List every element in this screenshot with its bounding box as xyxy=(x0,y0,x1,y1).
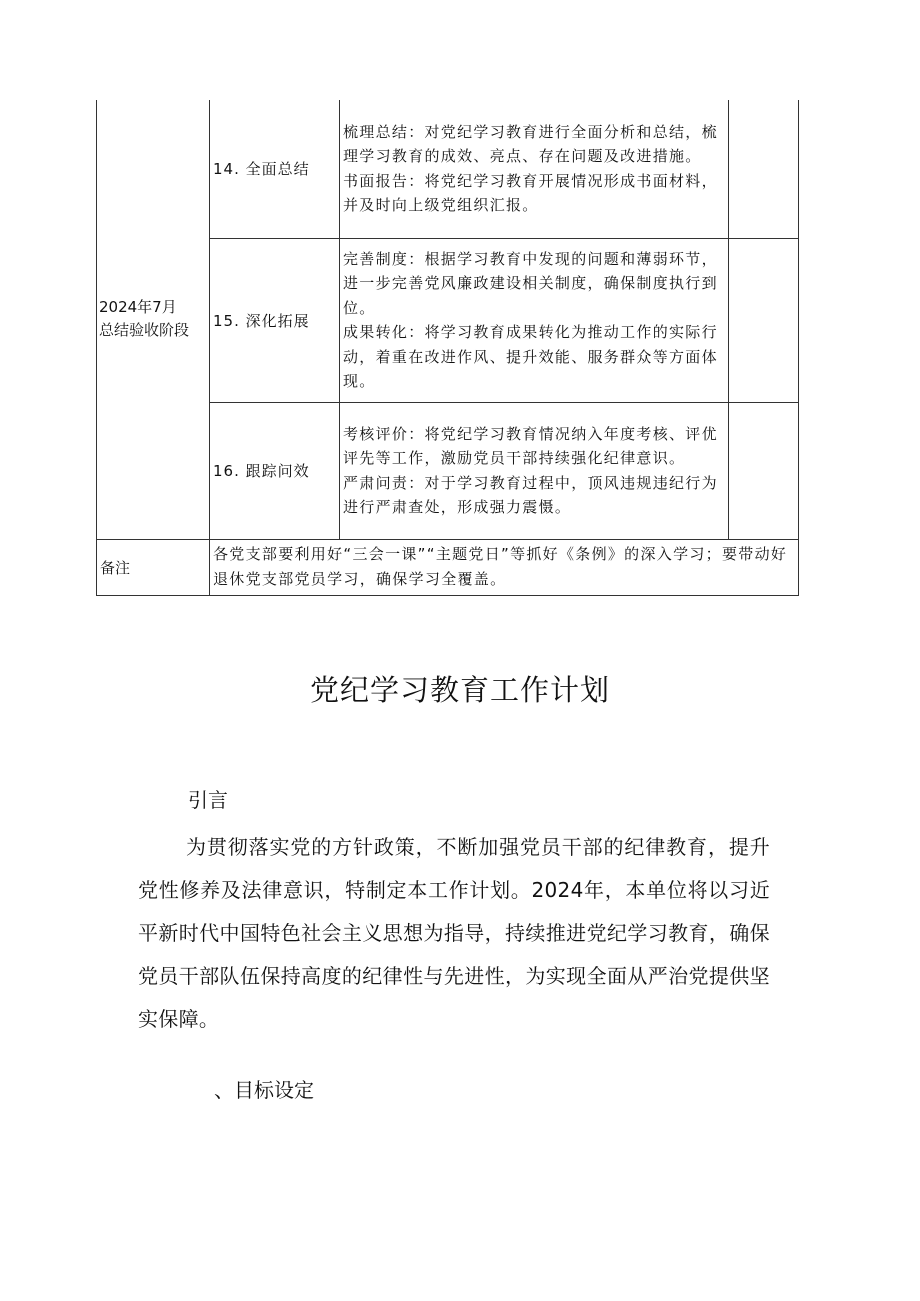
task-cell xyxy=(210,100,340,238)
task-cell xyxy=(210,238,340,402)
blank-cell xyxy=(729,100,799,238)
task-name: 15. 深化拓展 xyxy=(213,311,310,330)
note-label-cell xyxy=(97,539,210,595)
note-text-cell xyxy=(210,539,799,595)
desc-item: 完善制度：根据学习教育中发现的问题和薄弱环节，进一步完善党风廉政建设相关制度，确保制度执行到位。 xyxy=(343,249,718,317)
plan-table xyxy=(96,100,799,596)
task-cell xyxy=(210,402,340,539)
table-row xyxy=(97,100,799,238)
desc-item: 考核评价：将党纪学习教育情况纳入年度考核、评优评先等工作，激励党员干部持续强化纪律意识。 xyxy=(343,424,718,467)
document-title: 党纪学习教育工作计划 xyxy=(309,673,610,707)
note-label: 备注 xyxy=(100,558,131,577)
task-name: 16. 跟踪问效 xyxy=(213,462,310,480)
task-name: 14. 全面总结 xyxy=(213,160,310,179)
stage-cell xyxy=(97,100,210,539)
table-row-note xyxy=(97,539,799,595)
desc-cell xyxy=(340,402,729,539)
desc-item: 严肃问责：对于学习教育过程中，顶风违规违纪行为进行严肃查处，形成强力震慑。 xyxy=(343,473,718,516)
intro-label: 引言 xyxy=(188,788,228,812)
section-heading: 、目标设定 xyxy=(214,1078,314,1102)
desc-cell xyxy=(340,238,729,402)
desc-item: 成果转化：将学习教育成果转化为推动工作的实际行动，着重在改进作风、提升效能、服务群众等方面体现。 xyxy=(343,323,718,390)
stage-label: 2024年7月 总结验收阶段 xyxy=(99,298,190,340)
blank-cell xyxy=(729,238,799,402)
desc-item: 书面报告：将党纪学习教育开展情况形成书面材料，并及时向上级党组织汇报。 xyxy=(343,171,718,215)
desc-item: 梳理总结：对党纪学习教育进行全面分析和总结，梳理学习教育的成效、亮点、存在问题及改进措施。 xyxy=(343,122,718,166)
intro-paragraph: 为贯彻落实党的方针政策，不断加强党员干部的纪律教育，提升党性修养及法律意识，特制定本工作计划。2024年，本单位将以习近平新时代中国特色社会主义思想为指导，持续推进党纪学习教育，确保党员干部队伍保持高度的纪律性与先进性，为实现全面从严治党提供坚实保障。 xyxy=(138,835,770,1031)
blank-cell xyxy=(729,402,799,539)
desc-cell xyxy=(340,100,729,238)
note-text: 各党支部要利用好“三会一课”“主题党日”等抓好《条例》的深入学习；要带动好退休党支部党员学习，确保学习全覆盖。 xyxy=(213,545,788,588)
